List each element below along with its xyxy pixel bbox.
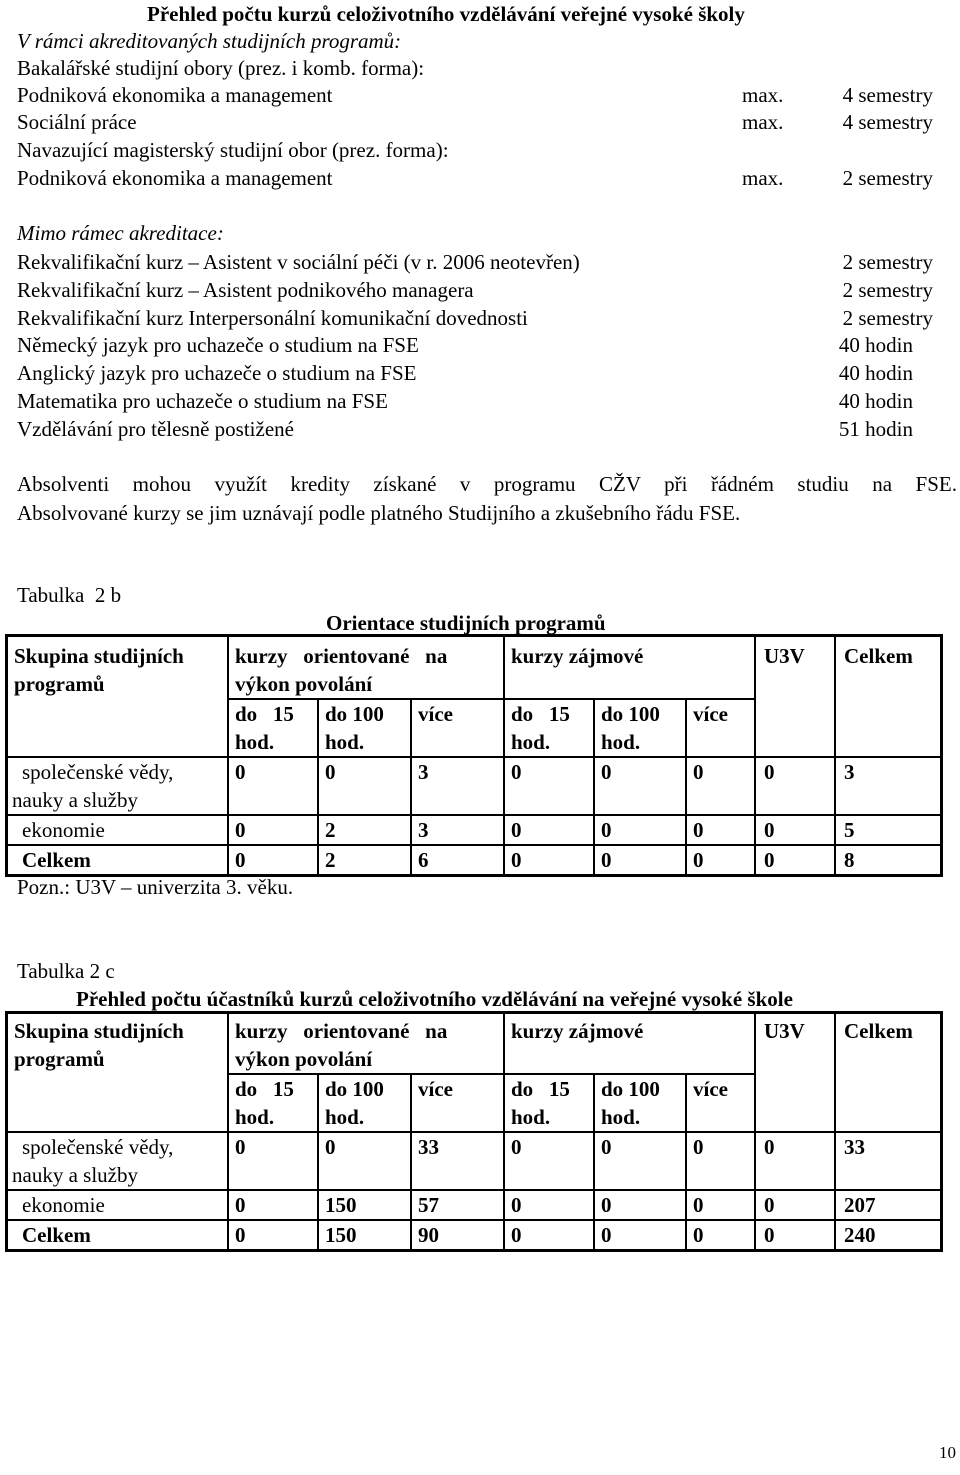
course-duration: 2 semestry [842, 250, 933, 274]
cell-value: 57 [411, 1190, 504, 1220]
table-label: Tabulka 2 c [17, 959, 115, 983]
subheader-do15: do 15 hod. [228, 1074, 318, 1132]
course-name: Německý jazyk pro uchazeče o studium na FSE [17, 333, 419, 357]
cell-value: 3 [835, 757, 941, 815]
cell-value: 0 [504, 1132, 594, 1190]
cell-value: 0 [504, 815, 594, 845]
outside-heading: Mimo rámec akreditace: [17, 221, 224, 245]
paragraph-line: Absolvované kurzy se jim uznávají podle platného Studijního a zkušebního řádu FSE. [17, 501, 741, 525]
row-group: společenské vědy, nauky a služby [7, 757, 228, 815]
cell-value: 0 [755, 845, 835, 875]
row-group: ekonomie [7, 1190, 228, 1220]
header-total: Celkem [835, 636, 941, 757]
program-duration: 4 semestry [842, 110, 933, 134]
table-header-row [7, 636, 941, 699]
table-2c [5, 1011, 943, 1252]
master-heading: Navazující magisterský studijní obor (prez. forma): [17, 138, 449, 162]
cell-value: 0 [755, 815, 835, 845]
course-duration: 2 semestry [842, 306, 933, 330]
header-u3v: U3V [755, 1013, 835, 1132]
program-name: Sociální práce [17, 110, 137, 134]
course-name: Rekvalifikační kurz Interpersonální komunikační dovednosti [17, 306, 528, 330]
table-row [7, 1220, 941, 1250]
cell-value: 0 [594, 1132, 686, 1190]
table-row [7, 815, 941, 845]
cell-value: 3 [411, 815, 504, 845]
header-interest: kurzy zájmové [504, 636, 755, 699]
cell-value: 0 [594, 757, 686, 815]
cell-value: 0 [594, 1190, 686, 1220]
header-group: Skupina studijních programů [7, 636, 228, 757]
accredited-heading: V rámci akreditovaných studijních programů: [17, 29, 402, 53]
course-name: Vzdělávání pro tělesně postižené [17, 417, 294, 441]
cell-value: 0 [686, 757, 755, 815]
cell-value: 0 [755, 1190, 835, 1220]
cell-value: 150 [318, 1190, 411, 1220]
row-group: ekonomie [7, 815, 228, 845]
cell-value: 2 [318, 845, 411, 875]
subheader-do15: do 15 hod. [504, 699, 594, 757]
row-group: Celkem [7, 1220, 228, 1250]
table-row [7, 845, 941, 875]
cell-value: 0 [686, 815, 755, 845]
cell-value: 0 [228, 815, 318, 845]
header-vocational: kurzy orientované na výkon povolání [228, 1013, 504, 1074]
cell-value: 207 [835, 1190, 941, 1220]
course-duration: 2 semestry [842, 278, 933, 302]
page-number: 10 [939, 1443, 956, 1462]
subheader-do100: do 100 hod. [594, 1074, 686, 1132]
course-duration: 40 hodin [838, 333, 913, 357]
course-name: Matematika pro uchazeče o studium na FSE [17, 389, 388, 413]
table-2b [5, 634, 943, 877]
header-total: Celkem [835, 1013, 941, 1132]
cell-value: 0 [318, 1132, 411, 1190]
header-u3v: U3V [755, 636, 835, 757]
course-name: Anglický jazyk pro uchazeče o studium na FSE [17, 361, 417, 385]
cell-value: 2 [318, 815, 411, 845]
program-name: Podniková ekonomika a management [17, 166, 333, 190]
cell-value: 0 [228, 1220, 318, 1250]
course-duration: 40 hodin [838, 361, 913, 385]
program-duration: 2 semestry [842, 166, 933, 190]
subheader-more: více [686, 1074, 755, 1132]
course-name: Rekvalifikační kurz – Asistent podnikového managera [17, 278, 474, 302]
table-header-row [7, 1013, 941, 1074]
header-vocational: kurzy orientované na výkon povolání [228, 636, 504, 699]
table-note: Pozn.: U3V – univerzita 3. věku. [17, 875, 294, 899]
cell-value: 0 [686, 1132, 755, 1190]
cell-value: 0 [504, 1190, 594, 1220]
header-group: Skupina studijních programů [7, 1013, 228, 1132]
cell-value: 0 [755, 757, 835, 815]
cell-value: 0 [228, 845, 318, 875]
subheader-do100: do 100 hod. [594, 699, 686, 757]
table-title: Orientace studijních programů [326, 611, 606, 635]
cell-value: 0 [594, 845, 686, 875]
program-max: max. [742, 83, 784, 107]
cell-value: 0 [504, 845, 594, 875]
cell-value: 8 [835, 845, 941, 875]
cell-value: 33 [835, 1132, 941, 1190]
bachelor-heading: Bakalářské studijní obory (prez. i komb. forma): [17, 56, 425, 80]
header-interest: kurzy zájmové [504, 1013, 755, 1074]
row-group: společenské vědy, nauky a služby [7, 1132, 228, 1190]
subheader-do15: do 15 hod. [504, 1074, 594, 1132]
cell-value: 5 [835, 815, 941, 845]
subheader-do100: do 100 hod. [318, 1074, 411, 1132]
subheader-more: více [411, 699, 504, 757]
cell-value: 240 [835, 1220, 941, 1250]
subheader-do100: do 100 hod. [318, 699, 411, 757]
cell-value: 0 [686, 1190, 755, 1220]
cell-value: 0 [594, 815, 686, 845]
course-name: Rekvalifikační kurz – Asistent v sociální péči (v r. 2006 neotevřen) [17, 250, 580, 274]
page-title: Přehled počtu kurzů celoživotního vzdělávání veřejné vysoké školy [147, 2, 745, 26]
paragraph-line: Absolventi mohou využít kredity získané v programu CŽV při řádném studiu na FSE. [17, 472, 957, 496]
program-max: max. [742, 110, 784, 134]
table-label: Tabulka 2 b [17, 583, 122, 607]
cell-value: 150 [318, 1220, 411, 1250]
course-duration: 40 hodin [838, 389, 913, 413]
cell-value: 0 [228, 757, 318, 815]
table-row [7, 1190, 941, 1220]
cell-value: 0 [504, 1220, 594, 1250]
cell-value: 90 [411, 1220, 504, 1250]
program-duration: 4 semestry [842, 83, 933, 107]
table-row [7, 1132, 941, 1190]
cell-value: 0 [755, 1220, 835, 1250]
subheader-do15: do 15 hod. [228, 699, 318, 757]
cell-value: 0 [228, 1190, 318, 1220]
cell-value: 0 [318, 757, 411, 815]
table-row [7, 757, 941, 815]
subheader-more: více [411, 1074, 504, 1132]
row-group: Celkem [7, 845, 228, 875]
cell-value: 0 [228, 1132, 318, 1190]
course-duration: 51 hodin [838, 417, 913, 441]
cell-value: 0 [686, 845, 755, 875]
program-max: max. [742, 166, 784, 190]
cell-value: 0 [594, 1220, 686, 1250]
cell-value: 0 [755, 1132, 835, 1190]
cell-value: 6 [411, 845, 504, 875]
cell-value: 0 [504, 757, 594, 815]
table-title: Přehled počtu účastníků kurzů celoživotního vzdělávání na veřejné vysoké škole [76, 987, 793, 1011]
program-name: Podniková ekonomika a management [17, 83, 333, 107]
subheader-more: více [686, 699, 755, 757]
cell-value: 33 [411, 1132, 504, 1190]
cell-value: 0 [686, 1220, 755, 1250]
cell-value: 3 [411, 757, 504, 815]
